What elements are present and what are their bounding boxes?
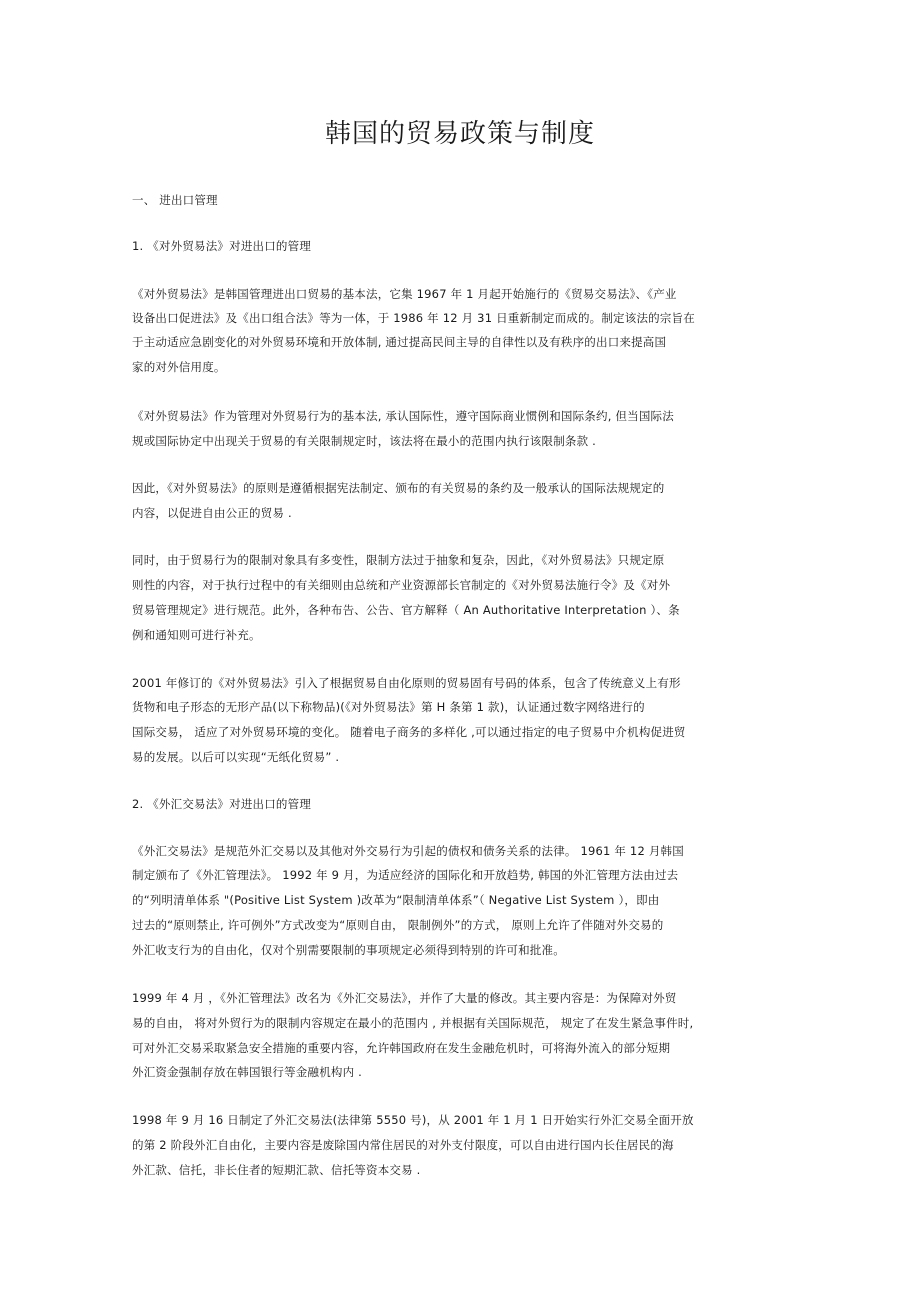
paragraph-line: 2001 年修订的《对外贸易法》引入了根据贸易自由化原则的贸易固有号码的体系，包含了传统意义上有形: [132, 676, 681, 690]
paragraph-line: 易的自由， 将对外贸行为的限制内容规定在最小的范围内 , 并根据有关国际规范， 规定了在发生紧急事件时,: [132, 1016, 694, 1030]
paragraph-line: 的第 2 阶段外汇自由化，主要内容是废除国内常住居民的对外支付限度，可以自由进行国内长住居民的海: [132, 1138, 674, 1152]
paragraph-line: 《对外贸易法》作为管理对外贸易行为的基本法, 承认国际性，遵守国际商业惯例和国际条约, 但当国际法: [132, 409, 674, 423]
paragraph-line: 例和通知则可进行补充。: [132, 628, 261, 642]
paragraph-line: 于主动适应急剧变化的对外贸易环境和开放体制, 通过提高民间主导的自律性以及有秩序的出口来提高国: [132, 335, 667, 349]
paragraph-line: 1998 年 9 月 16 日制定了外汇交易法(法律第 5550 号)，从 2001 年 1 月 1 日开始实行外汇交易全面开放: [132, 1113, 694, 1127]
paragraph-line: 内容，以促进自由公正的贸易 .: [132, 506, 292, 520]
paragraph-line: 易的发展。以后可以实现“无纸化贸易” .: [132, 750, 340, 764]
paragraph-line: 国际交易， 适应了对外贸易环境的变化。 随着电子商务的多样化 ,可以通过指定的电子贸易中介机构促进贸: [132, 725, 686, 739]
paragraph-line: 家的对外信用度。: [132, 360, 226, 374]
paragraph-line: 外汇收支行为的自由化，仅对个别需要限制的事项规定必须得到特别的许可和批准。: [132, 943, 565, 957]
paragraph-line: 可对外汇交易采取紧急安全措施的重要内容，允许韩国政府在发生金融危机时，可将海外流入的部分短期: [132, 1041, 671, 1055]
section-heading: 一、 进出口管理: [132, 193, 218, 207]
paragraph-line: 贸易管理规定》进行规范。此外，各种布告、公告、官方解释（ An Authoritative Interpretation ）、条: [132, 603, 680, 617]
paragraph-line: 设备出口促进法》及《出口组合法》等为一体，于 1986 年 12 月 31 日重新制定而成的。制定该法的宗旨在: [132, 311, 695, 325]
paragraph-line: 外汇款、信托，非长住者的短期汇款、信托等资本交易 .: [132, 1163, 421, 1177]
paragraph-line: 外汇资金强制存放在韩国银行等金融机构内 .: [132, 1065, 363, 1079]
paragraph-line: 1999 年 4 月 ，《外汇管理法》改名为《外汇交易法》，并作了大量的修改。其主要内容是：为保障对外贸: [132, 991, 677, 1005]
paragraph-line: 则性的内容，对于执行过程中的有关细则由总统和产业资源部长官制定的《对外贸易法施行令》及《对外: [132, 578, 671, 592]
paragraph-line: 规或国际协定中出现关于贸易的有关限制规定时，该法将在最小的范围内执行该限制条款 .: [132, 434, 597, 448]
paragraph-line: 过去的“原则禁止, 许可例外”方式改变为“原则自由， 限制例外”的方式， 原则上允许了伴随对外交易的: [132, 918, 664, 932]
subsection-heading: 1. 《对外贸易法》对进出口的管理: [132, 239, 312, 253]
paragraph-line: 的“列明清单体系 "(Positive List System )改革为“限制清单体系”（ Negative List System ），即由: [132, 893, 660, 907]
paragraph-line: 制定颁布了《外汇管理法》。 1992 年 9 月，为适应经济的国际化和开放趋势, 韩国的外汇管理方法由过去: [132, 868, 679, 882]
paragraph-line: 货物和电子形态的无形产品(以下称物品)(《对外贸易法》第 H 条第 1 款)，认证通过数字网络进行的: [132, 700, 645, 714]
document-title: 韩国的贸易政策与制度: [324, 119, 595, 149]
paragraph-line: 因此，《对外贸易法》的原则是遵循根据宪法制定、颁布的有关贸易的条约及一般承认的国际法规规定的: [132, 481, 665, 495]
paragraph-line: 《对外贸易法》是韩国管理进出口贸易的基本法，它集 1967 年 1 月起开始施行的《贸易交易法》、《产业: [132, 287, 677, 301]
paragraph-line: 同时，由于贸易行为的限制对象具有多变性，限制方法过于抽象和复杂，因此，《对外贸易法》只规定原: [132, 553, 665, 567]
subsection-heading: 2. 《外汇交易法》对进出口的管理: [132, 797, 312, 811]
paragraph-line: 《外汇交易法》是规范外汇交易以及其他对外交易行为引起的债权和债务关系的法律。 1961 年 12 月韩国: [132, 844, 684, 858]
